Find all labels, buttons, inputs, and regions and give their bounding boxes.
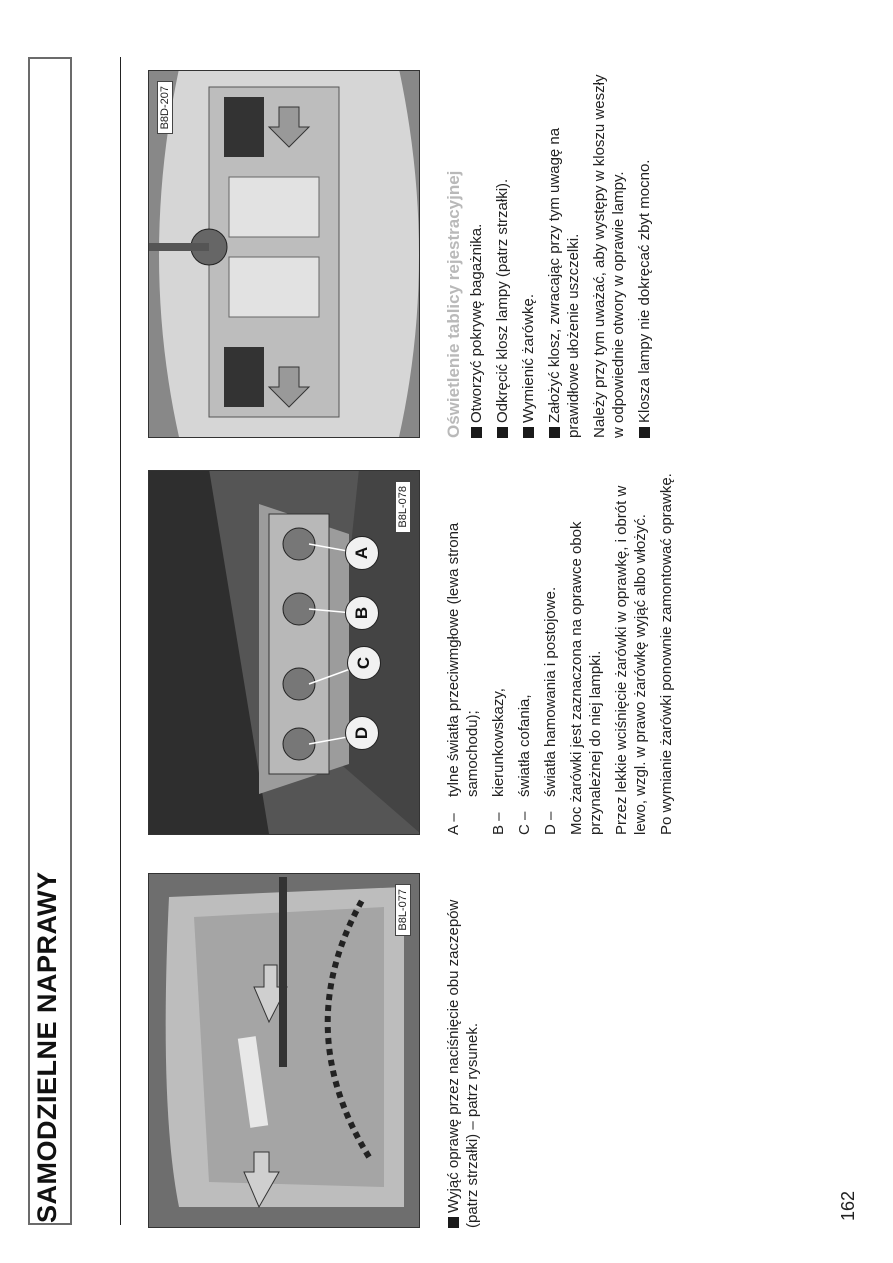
paragraph: Po wymianie żarówki ponownie zamontować oprawkę. (658, 473, 675, 835)
section-title: Oświetlenie tablicy rejestracyjnej (444, 170, 463, 438)
page-number: 162 (838, 1190, 858, 1221)
step: Odkręcić klosz lampy (patrz strzałki). (493, 70, 512, 438)
column-3-text (444, 70, 661, 438)
callout-c: C (347, 646, 381, 680)
legend-text: światła cofania, (516, 694, 533, 797)
step: Otworzyć pokrywę bagażnika. (467, 70, 486, 438)
paragraph: Moc żarówki jest zaznaczona na oprawce obok przynależnej do niej lampki. (568, 521, 604, 835)
legend-item (541, 470, 560, 835)
instruction-remove-holder: Wyjąć oprawę przez naciśnięcie obu zaczepów (patrz strzałki) – patrz rysunek. (444, 873, 482, 1228)
legend-key: C – (516, 811, 533, 835)
legend-key: D – (542, 811, 559, 835)
legend-key: B – (490, 812, 507, 835)
callout-a: A (345, 536, 379, 570)
legend-text: światła hamowania i postojowe. (542, 586, 559, 797)
legend-item (444, 470, 482, 835)
lamp-holder-photo-icon (149, 873, 420, 1227)
column-2-text (444, 470, 683, 835)
legend-item (489, 470, 508, 835)
license-plate-lamp-photo-icon (149, 70, 420, 437)
figure-bulb-holder (148, 470, 420, 835)
paragraph: Przez lekkie wciśnięcie żarówki w oprawkę, i obrót w lewo, wzgl. w prawo żarówkę wyjąć albo włożyć. (613, 485, 649, 835)
callout-d: D (345, 716, 379, 750)
legend-text: kierunkowskazy, (490, 688, 507, 797)
header-rule (120, 57, 121, 1225)
figure-lamp-holder (148, 873, 420, 1228)
callout-b: B (345, 596, 379, 630)
step: Klosza lampy nie dokręcać zbyt mocno. (635, 70, 654, 438)
column-1-text (444, 873, 489, 1228)
figure-code: B8L-077 (395, 884, 411, 936)
note: Należy przy tym uważać, aby występy w kloszu weszły w odpowiednie otwory w oprawie lampy. (591, 74, 627, 438)
legend-item (515, 470, 534, 835)
figure-code: B8L-078 (395, 481, 411, 533)
figure-code: B8D-207 (157, 81, 173, 134)
step: Wymienić żarówkę. (519, 70, 538, 438)
step: Założyć klosz, zwracając przy tym uwagę na prawidłowe ułożenie uszczelki. (545, 70, 583, 438)
legend-key: A – (445, 813, 462, 835)
page-title: SAMODZIELNE NAPRAWY (32, 871, 62, 1223)
figure-license-plate-lamp (148, 70, 420, 438)
legend-text: tylne światła przeciwmgłowe (lewa strona samochodu); (445, 522, 481, 797)
bulb-holder-photo-icon (149, 470, 420, 834)
